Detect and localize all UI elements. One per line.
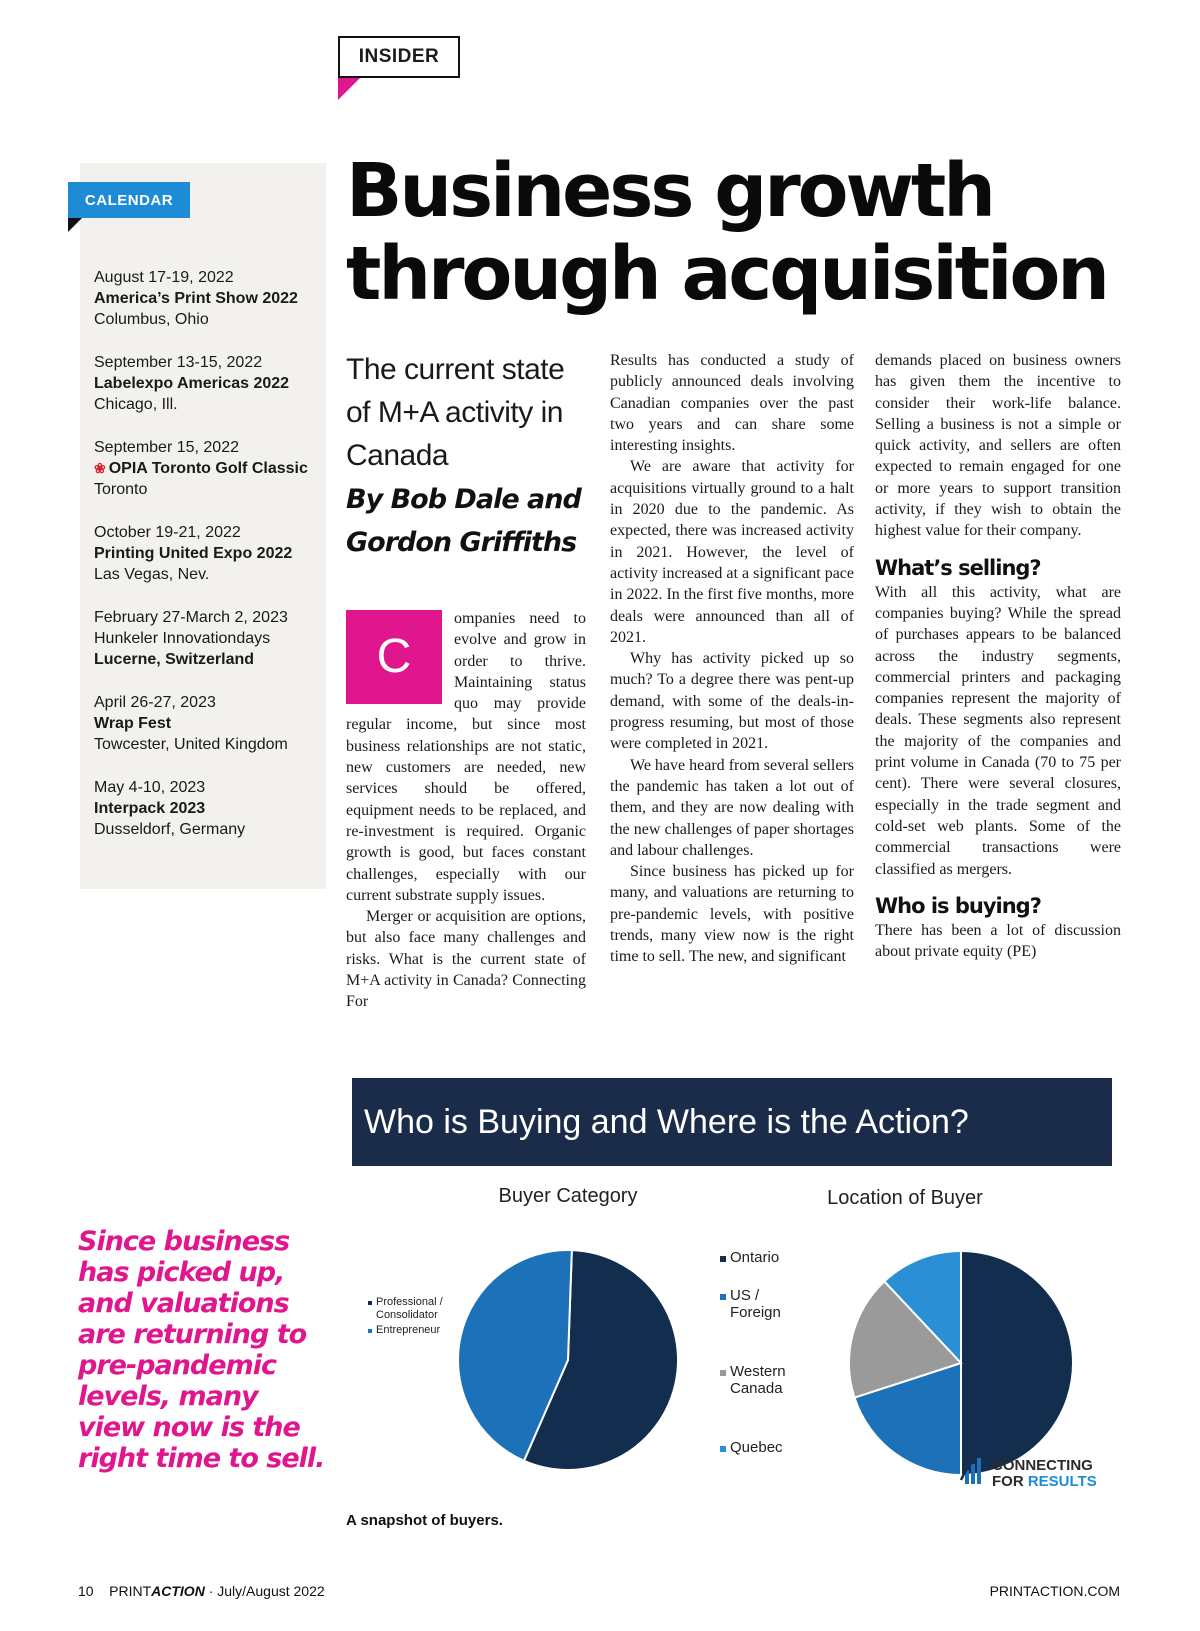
body-paragraph: There has been a lot of discussion about private equity (PE): [875, 921, 1121, 961]
event-date: September 15, 2022: [94, 439, 239, 456]
body-paragraph: [346, 608, 586, 906]
calendar-event: [94, 352, 324, 415]
legend-label: Entrepreneur: [376, 1324, 441, 1336]
calendar-tab: CALENDAR: [68, 182, 190, 218]
calendar-event: [94, 267, 324, 330]
buyer-category-legend: [368, 1296, 444, 1336]
calendar-event: [94, 607, 324, 670]
calendar-event: [94, 522, 324, 585]
section-tag: INSIDER: [338, 36, 460, 78]
subhead-who-is-buying: Who is buying?: [875, 893, 1041, 918]
subhead-whats-selling: What’s selling?: [875, 555, 1041, 580]
body-paragraph: Results has conducted a study of publicly announced deals involving Canadian companies over the past two years and can share some interesting insights.: [610, 352, 854, 455]
event-name-row: [94, 458, 324, 479]
event-date: April 26-27, 2023: [94, 694, 216, 711]
body-paragraph: Since business has picked up for many, and valuations are returning to pre-pandemic levels, with positive trends, many view now is the right time to sell. The new, and significant: [610, 863, 854, 966]
legend-swatch: [368, 1301, 372, 1305]
event-name: America’s Print Show 2022: [94, 290, 298, 307]
event-place: Towcester, United Kingdom: [94, 736, 288, 753]
legend-label: Quebec: [730, 1439, 783, 1456]
event-place: Dusseldorf, Germany: [94, 821, 246, 838]
buyer-category-pie: [458, 1250, 678, 1470]
legend-swatch: [720, 1370, 726, 1376]
chart-title-buyer-category: Buyer Category: [498, 1185, 638, 1207]
calendar-tab-corner: [68, 218, 82, 232]
footer-folio: [78, 1583, 325, 1599]
figure-banner-title: Who is Buying and Where is the Action?: [352, 1078, 1112, 1166]
pull-quote: Since business has picked up, and valuations are returning to pre-pandemic levels, many view now is the right time to sell.: [78, 1226, 325, 1474]
event-date: September 13-15, 2022: [94, 354, 263, 371]
body-column-3: [875, 350, 1121, 962]
event-place: Lucerne, Switzerland: [94, 651, 255, 668]
issue-date: · July/August 2022: [208, 1583, 325, 1599]
paragraph-text: ompanies need to evolve and grow in order to thrive. Maintaining status quo may provide regular income, but since most business relationships are not static, new customers are needed, new services should be offered, equipment needs to be replaced, and re-investment is required. Organic growth is good, but faces constant challenges, especially with our current substrate supply issues.: [346, 610, 586, 904]
location-of-buyer-pie: [849, 1251, 1073, 1475]
maple-leaf-icon: ❀: [94, 460, 106, 476]
event-name: Wrap Fest: [94, 715, 172, 732]
legend-swatch: [368, 1329, 372, 1333]
calendar-event: [94, 777, 324, 840]
body-paragraph: demands placed on business owners has given them the incentive to consider their work-life balance. Selling a business is not a simple or quick activity, and sellers are often expected to remain engaged for one or more years to support transition activity, if they wish to obtain the highest value for their company.: [875, 352, 1121, 540]
legend-label: Western Canada: [730, 1363, 786, 1397]
article-byline: By Bob Dale and Gordon Griffiths: [346, 484, 581, 558]
event-place: Las Vegas, Nev.: [94, 566, 210, 583]
legend-label: Professional / Consolidator: [376, 1296, 443, 1321]
headline-line-2: through acquisition: [346, 231, 1107, 317]
event-place: Columbus, Ohio: [94, 311, 209, 328]
body-paragraph: Why has activity picked up so much? To a degree there was pent-up demand, with some of the deals-in-progress resuming, but most of those were completed in 2021.: [610, 650, 854, 753]
event-date: October 19-21, 2022: [94, 524, 241, 541]
event-name: Printing United Expo 2022: [94, 545, 293, 562]
legend-swatch: [720, 1446, 726, 1452]
figure-caption: A snapshot of buyers.: [346, 1512, 503, 1529]
pie-charts-figure: [352, 1180, 1112, 1500]
legend-label: US / Foreign: [730, 1287, 781, 1321]
body-paragraph: We have heard from several sellers the pandemic has taken a lot out of them, and they are now dealing with the new challenges of paper shortages and labour challenges.: [610, 756, 854, 859]
body-column-1: [346, 608, 586, 1013]
page-number: 10: [78, 1583, 94, 1599]
calendar-events: [94, 267, 324, 862]
legend-swatch: [720, 1256, 726, 1262]
event-date: August 17-19, 2022: [94, 269, 234, 286]
body-column-2: [610, 350, 854, 968]
brand-print: PRINT: [109, 1583, 152, 1599]
article-headline: [346, 150, 1176, 316]
body-paragraph: With all this activity, what are companies buying? While the spread of purchases appears to be balanced across the industry segments, commercial printers and packaging companies represent the majority of deals. These segments also represent the majority of the companies and print volume in Canada (70 to 75 per cent). There were several closures, especially in the trade segment and cold-set web plants. Some of the commercial transactions were classified as mergers.: [875, 583, 1121, 878]
event-name: Hunkeler Innovationdays: [94, 630, 271, 647]
legend-label: Ontario: [730, 1249, 780, 1266]
drop-cap: C: [346, 610, 442, 704]
body-paragraph: Merger or acquisition are options, but also face many challenges and risks. What is the current state of M+A activity in Canada? Connecting For: [346, 908, 586, 1011]
headline-line-1: Business growth: [346, 148, 993, 234]
event-name: OPIA Toronto Golf Classic: [108, 460, 308, 477]
event-place: Chicago, Ill.: [94, 396, 178, 413]
calendar-event: [94, 437, 324, 500]
event-name: Interpack 2023: [94, 800, 206, 817]
section-tag-corner: [338, 78, 360, 100]
logo-text-line-1: CONNECTING: [992, 1457, 1093, 1474]
chart-title-location-of-buyer: Location of Buyer: [827, 1187, 983, 1209]
footer-website: PRINTACTION.COM: [989, 1583, 1120, 1599]
location-of-buyer-legend: [720, 1249, 786, 1456]
logo-text-line-2: FOR RESULTS: [992, 1473, 1097, 1490]
event-place: Toronto: [94, 481, 148, 498]
body-paragraph: We are aware that activity for acquisitions virtually ground to a halt in 2020 due to the pandemic. As expected, there was increased activity in 2021. However, the level of activity increased at a significant pace in 2022. In the first five months, more deals were announced than all of 2021.: [610, 458, 854, 646]
event-date: February 27-March 2, 2023: [94, 609, 288, 626]
event-date: May 4-10, 2023: [94, 779, 206, 796]
article-deck: The current state of M+A activity in Canada: [346, 353, 565, 472]
event-name: Labelexpo Americas 2022: [94, 375, 290, 392]
brand-action: ACTION: [151, 1583, 205, 1599]
calendar-event: [94, 692, 324, 755]
legend-swatch: [720, 1294, 726, 1300]
pie-slice-ontario: [961, 1251, 1073, 1475]
